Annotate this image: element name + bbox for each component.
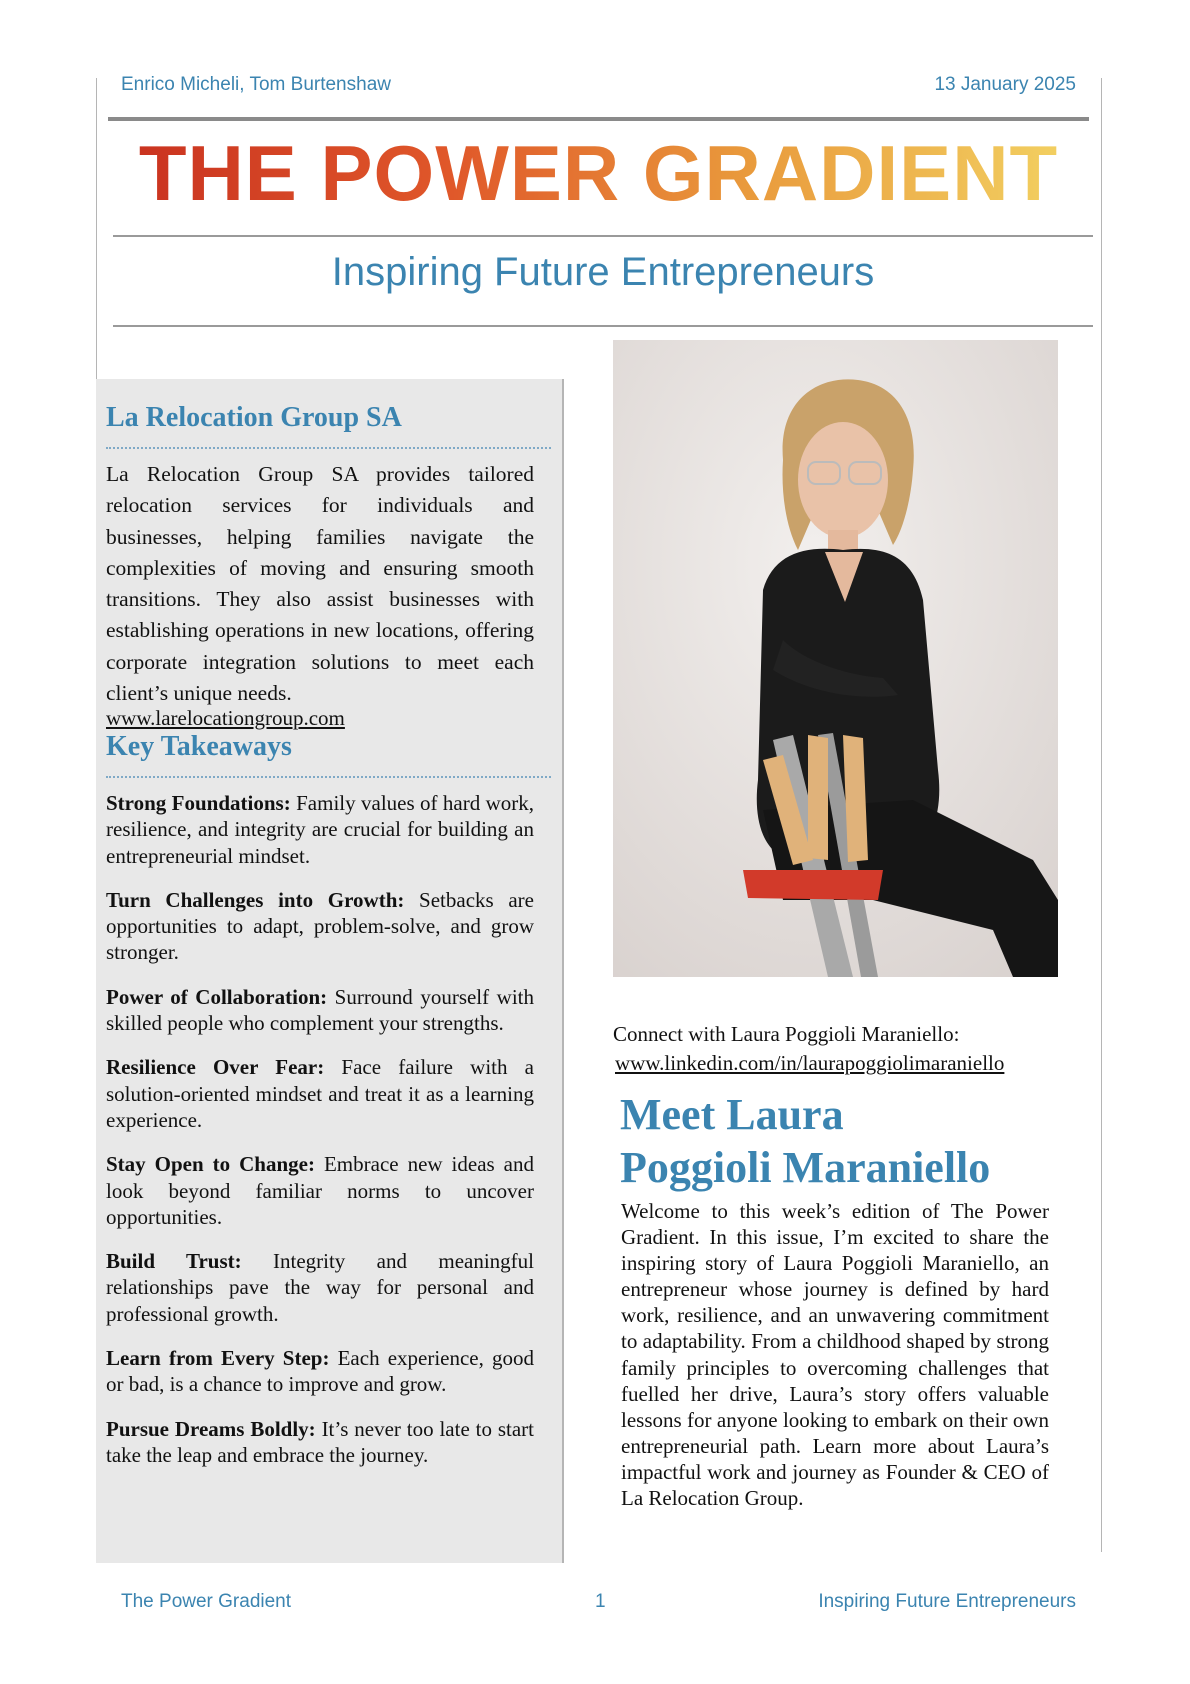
company-heading: La Relocation Group SA [106,402,402,433]
takeaway-title: Learn from Every Step: [106,1346,330,1371]
page-number: 1 [595,1591,606,1612]
masthead-title: THE POWER GRADIENT [108,125,1089,221]
company-website-link[interactable]: www.larelocationgroup.com [106,706,345,730]
takeaway-text: Family values of hard work, resilience, and integrity are crucial for building an entrepreneurial mindset. [106,791,534,868]
takeaway-item [106,790,534,869]
photo-caption: Connect with Laura Poggioli Maraniello: [613,1022,960,1046]
linkedin-link[interactable]: www.linkedin.com/in/laurapoggiolimaraniello [615,1051,1005,1075]
authors: Enrico Micheli, Tom Burtenshaw [121,74,391,95]
subtitle-divider [113,325,1093,327]
footer-right: Inspiring Future Entrepreneurs [818,1591,1076,1612]
takeaway-text: Face failure with a solution-oriented mindset and treat it as a learning experience. [106,1055,534,1132]
feature-heading [620,1088,1070,1194]
takeaway-title: Power of Collaboration: [106,984,328,1009]
takeaway-text: Each experience, good or bad, is a chance to improve and grow. [106,1346,534,1397]
takeaways-list [106,790,534,1486]
takeaways-heading-divider [106,776,551,778]
header-rule [108,117,1089,121]
takeaway-text: Integrity and meaningful relationships pave the way for personal and professional growth. [106,1249,534,1326]
takeaway-title: Turn Challenges into Growth: [106,887,405,912]
takeaway-item [106,887,534,966]
takeaway-text: Setbacks are opportunities to adapt, problem-solve, and grow stronger. [106,887,534,965]
takeaway-title: Pursue Dreams Boldly: [106,1416,316,1441]
issue-date: 13 January 2025 [934,74,1076,95]
takeaway-item [106,1054,534,1133]
feature-heading-line2: Poggioli Maraniello [620,1143,991,1192]
company-description: La Relocation Group SA provides tailored relocation services for individuals and businesses, helping families navigate the complexities of moving and ensuring smooth transitions. They also assist businesses with establishing operations in new locations, offering corporate integration solutions to meet each client’s unique needs. [106,462,534,706]
takeaway-title: Stay Open to Change: [106,1152,315,1177]
feature-body: Welcome to this week’s edition of The Power Gradient. In this issue, I’m excited to share the inspiring story of Laura Poggioli Maraniello, an entrepreneur whose journey is defined by hard work, resilience, and an unwavering commitment to adaptability. From a childhood shaped by strong family principles to overcoming challenges that fuelled her drive, Laura’s story offers valuable lessons for anyone looking to embark on their own entrepreneurial path. Learn more about Laura’s impactful work and journey as Founder & CEO of La Relocation Group. [621,1199,1049,1511]
takeaway-text: Surround yourself with skilled people who complement your strengths. [106,984,534,1036]
takeaway-text: It’s never too late to start take the leap and embrace the journey. [106,1416,535,1467]
company-heading-divider [106,447,551,449]
takeaway-item [106,984,534,1037]
takeaway-item [106,1345,534,1398]
portrait-photo [613,340,1058,977]
takeaway-item [106,1248,534,1327]
takeaway-item [106,1151,534,1230]
takeaway-title: Strong Foundations: [106,791,291,815]
takeaway-title: Build Trust: [106,1249,242,1274]
feature-heading-line1: Meet Laura [620,1090,844,1139]
frame-line-right [1101,78,1102,1552]
takeaway-item [106,1416,534,1469]
takeaway-text: Embrace new ideas and look beyond familiar norms to uncover opportunities. [106,1152,534,1229]
takeaway-title: Resilience Over Fear: [106,1055,325,1080]
frame-line-left-top [96,78,97,379]
takeaways-heading: Key Takeaways [106,731,292,762]
footer-left: The Power Gradient [121,1591,292,1612]
masthead-divider [113,235,1093,237]
page-subtitle: Inspiring Future Entrepreneurs [331,250,875,294]
